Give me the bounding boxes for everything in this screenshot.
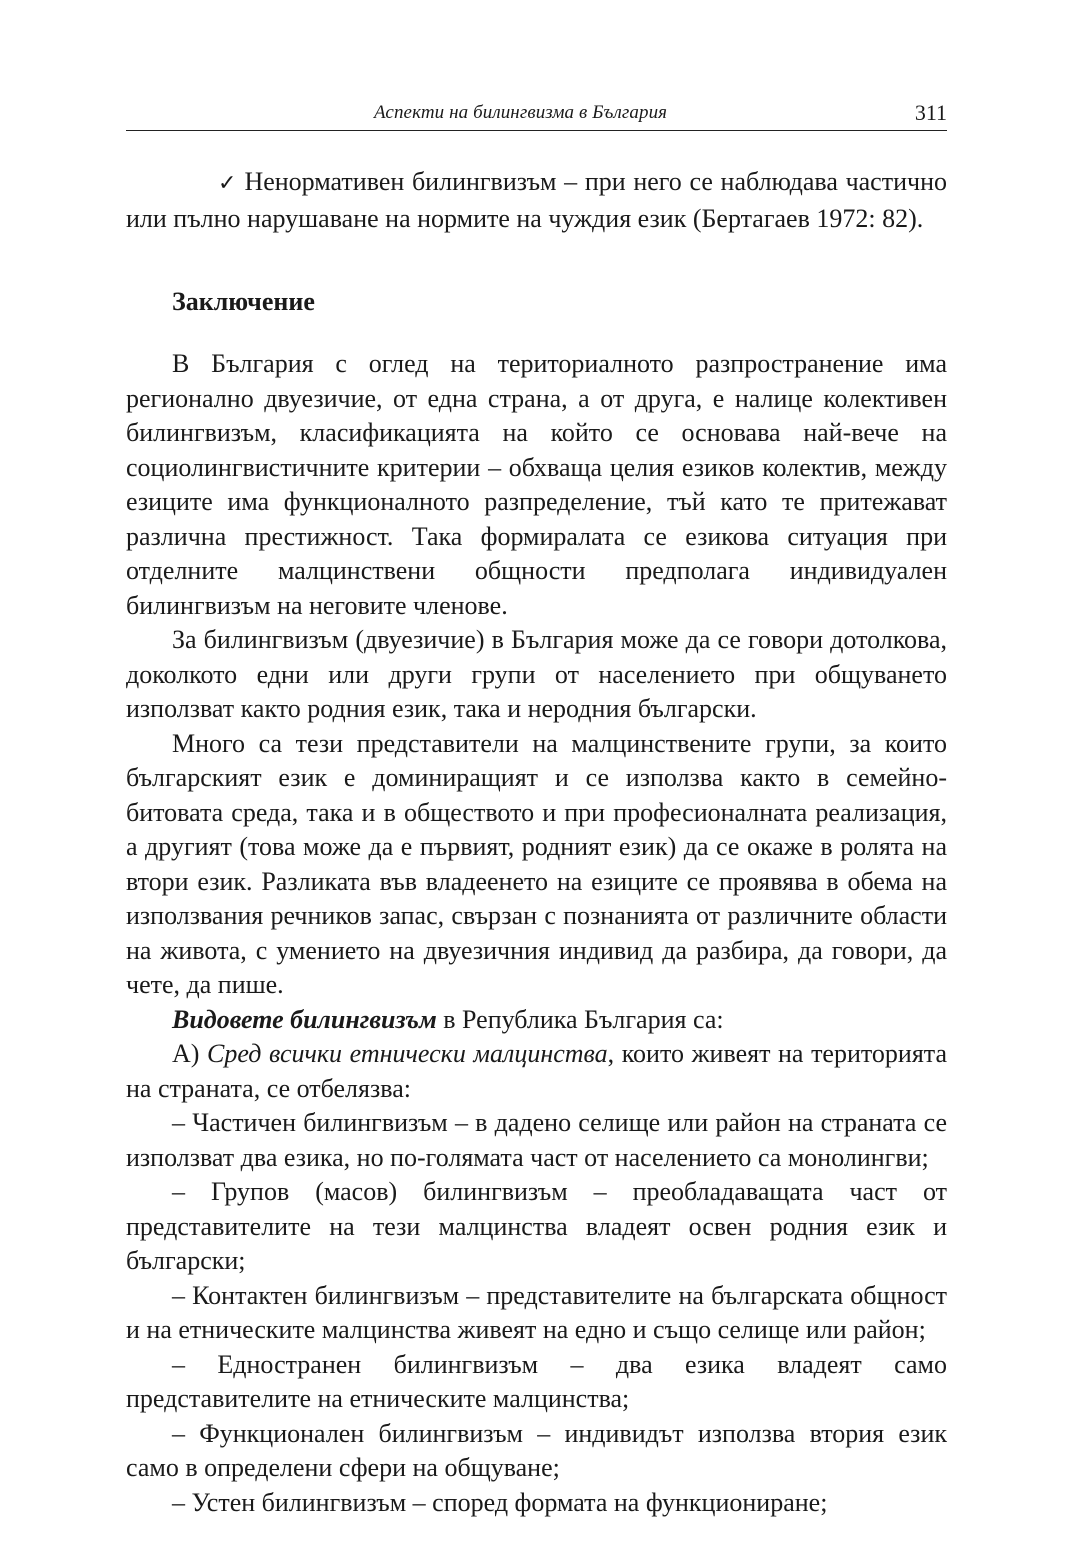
paragraph-text: , които живеят на територията на страната, се отбелязва:	[126, 1039, 947, 1103]
running-title: Аспекти на билингвизма в България	[374, 102, 668, 123]
emphasized-term: Видовете билингвизъм	[172, 1004, 437, 1034]
paragraph: За билингвизъм (двуезичие) в България може да се говори дотолкова, доколкото едни или други групи от населението при общуването използват както родния език, така и неродния български.	[126, 625, 947, 723]
body-text	[126, 165, 947, 1520]
list-item: – Групов (масов) билингвизъм – преобладаващата част от представителите на тези малцинства владеят освен родния език и български;	[126, 1177, 947, 1275]
paragraph	[126, 1037, 947, 1106]
checklist-item-text: Ненормативен билингвизъм – при него се наблюдава частично или пълно нарушаване на нормите на чуждия език (Бертагаев 1972: 82).	[126, 167, 947, 233]
list-item: – Частичен билингвизъм – в дадено селище или район на страната се използват два езика, но по-голямата част от населението са монолингви;	[126, 1108, 947, 1172]
paragraph-text: в Република България са:	[436, 1004, 724, 1034]
list-marker: А)	[172, 1039, 208, 1068]
paragraph: В България с оглед на териториалното разпространение има регионално двуезичие, от една страна, а от друга, е налице колективен билингвизъм, класификацията на който се основава най-вече на социолингвистичните критерии – обхваща целия езиков колектив, между езиците има функционалното разпределение, тъй като те притежават различна престижност. Така формиралата се езикова ситуация при отделните малцинствени общности предполага индивидуален билингвизъм на неговите членове.	[126, 349, 947, 620]
list-item: – Устен билингвизъм – според формата на функциониране;	[172, 1487, 828, 1517]
list-item: – Едностранен билингвизъм – два езика владеят само представителите на етническите малцинства;	[126, 1349, 947, 1413]
section-heading: Заключение	[172, 287, 315, 316]
check-mark-icon: ✓	[218, 171, 237, 196]
paragraph	[126, 1003, 947, 1038]
page-number: 311	[914, 100, 947, 125]
list-item: – Функционален билингвизъм – индивидът използва втория език само в определени сфери на общуване;	[126, 1418, 947, 1482]
paragraph: Много са тези представители на малцинствените групи, за които българският език е доминиращият и се използва както в семейно-битовата среда, така и в обществото и при професионалната реализация, а другият (това може да е първият, родният език) да се окаже в ролята на втори език. Разликата във владеенето на езиците се проявява в обема на използвания речников запас, свързан с познанията от различните области на живота, с умението на двуезичния индивид да разбира, да говори, да чете, да пише.	[126, 728, 947, 999]
list-item: – Контактен билингвизъм – представителите на българската общност и на етническите малцинства живеят на едно и също селище или район;	[126, 1280, 947, 1344]
emphasized-phrase: Сред всички етнически малцинства	[207, 1039, 608, 1068]
checklist-item	[126, 165, 947, 236]
running-header	[126, 100, 947, 131]
